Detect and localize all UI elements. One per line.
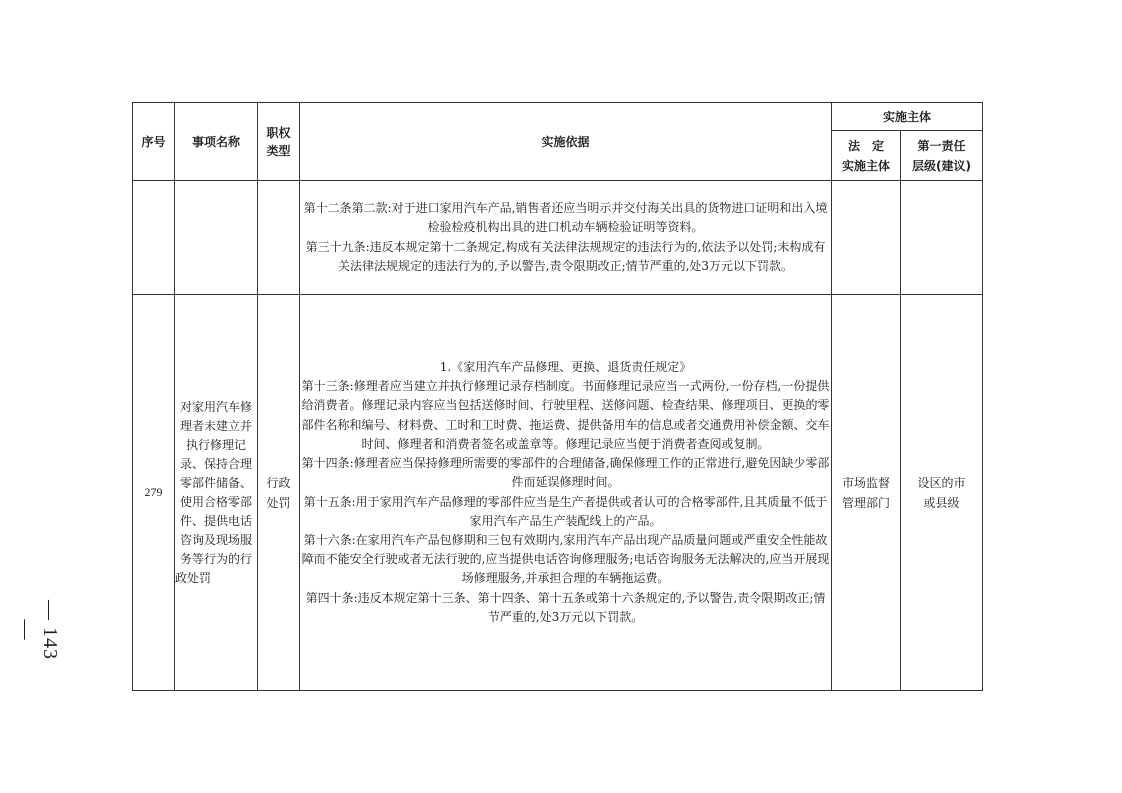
header-basis: 实施依据 (300, 103, 832, 181)
header-row-1 (133, 103, 983, 131)
row-basis (300, 181, 832, 295)
header-type (258, 103, 300, 181)
basis-paragraph: 第十五条:用于家用汽车产品修理的零部件应当是生产者提供或者认可的合格零部件,且其质量不低于家用汽车产品生产装配线上的产品。 (303, 494, 828, 528)
basis-paragraph: 第四十条:违反本规定第十三条、第十四条、第十五条或第十六条规定的,予以警告,责令限期改正;情节严重的,处3万元以下罚款。 (305, 590, 826, 624)
header-seq: 序号 (133, 103, 175, 181)
row-basis (300, 295, 832, 691)
header-name: 事项名称 (175, 103, 258, 181)
table-row (133, 181, 983, 295)
matters-table (132, 102, 983, 691)
header-type-line2: 类型 (266, 143, 291, 158)
header-subject: 实施主体 (832, 103, 983, 131)
table-row (133, 295, 983, 691)
basis-paragraph: 1.《家用汽车产品修理、更换、退货责任规定》 (439, 360, 692, 375)
header-first-line2: 层级(建议) (912, 158, 971, 173)
header-type-line1: 职权 (266, 125, 291, 140)
row-name: 对家用汽车修理者未建立并执行修理记录、保持合理零部件储备、使用合格零部件、提供电话咨询及现场服务等行为的行政处罚 (175, 295, 258, 691)
basis-paragraph: 第十三条:修理者应当建立并执行修理记录存档制度。书面修理记录应当一式两份,一份存档,一份提供给消费者。修理记录内容应当包括送修时间、行驶里程、送修问题、检查结果、修理项目、更换的零部件名称和编号、材料费、工时和工时费、拖运费、提供备用车的信息或者交通费用补偿金额、交车时间、修理者和消费者签名或盖章等。修理记录应当便于消费者查阅或复制。 (301, 379, 830, 451)
basis-paragraph: 第三十九条:违反本规定第十二条规定,构成有关法律法规规定的违法行为的,依法予以处罚;未构成有关法律法规规定的违法行为的,予以警告,责令限期改正;情节严重的,处3万元以下罚款。 (305, 239, 826, 273)
page-number: — 143 — (15, 600, 61, 660)
basis-paragraph: 第十四条:修理者应当保持修理所需要的零部件的合理储备,确保修理工作的正常进行,避免因缺少零部件而延误修理时间。 (301, 456, 830, 490)
header-legal-subject (832, 131, 901, 181)
row-seq: 279 (133, 295, 175, 691)
row-first-level (901, 181, 983, 295)
row-legal-subject (832, 181, 901, 295)
header-first-line1: 第一责任 (917, 138, 966, 153)
row-name (175, 181, 258, 295)
row-type (258, 181, 300, 295)
row-seq (133, 181, 175, 295)
header-first-level (901, 131, 983, 181)
header-legal-line1: 法 定 (847, 138, 884, 153)
row-type: 行政处罚 (258, 295, 300, 691)
row-first-level: 设区的市或县级 (901, 295, 983, 691)
basis-paragraph: 第十二条第二款:对于进口家用汽车产品,销售者还应当明示并交付海关出具的货物进口证明和出入境检验检疫机构出具的进口机动车辆检验证明等资料。 (303, 201, 828, 235)
header-legal-line2: 实施主体 (841, 158, 890, 173)
basis-paragraph: 第十六条:在家用汽车产品包修期和三包有效期内,家用汽车产品出现产品质量问题或严重安全性能故障而不能安全行驶或者无法行驶的,应当提供电话咨询修理服务;电话咨询服务无法解决的,应当开展现场修理服务,并承担合理的车辆拖运费。 (301, 532, 830, 586)
row-legal-subject: 市场监督管理部门 (832, 295, 901, 691)
